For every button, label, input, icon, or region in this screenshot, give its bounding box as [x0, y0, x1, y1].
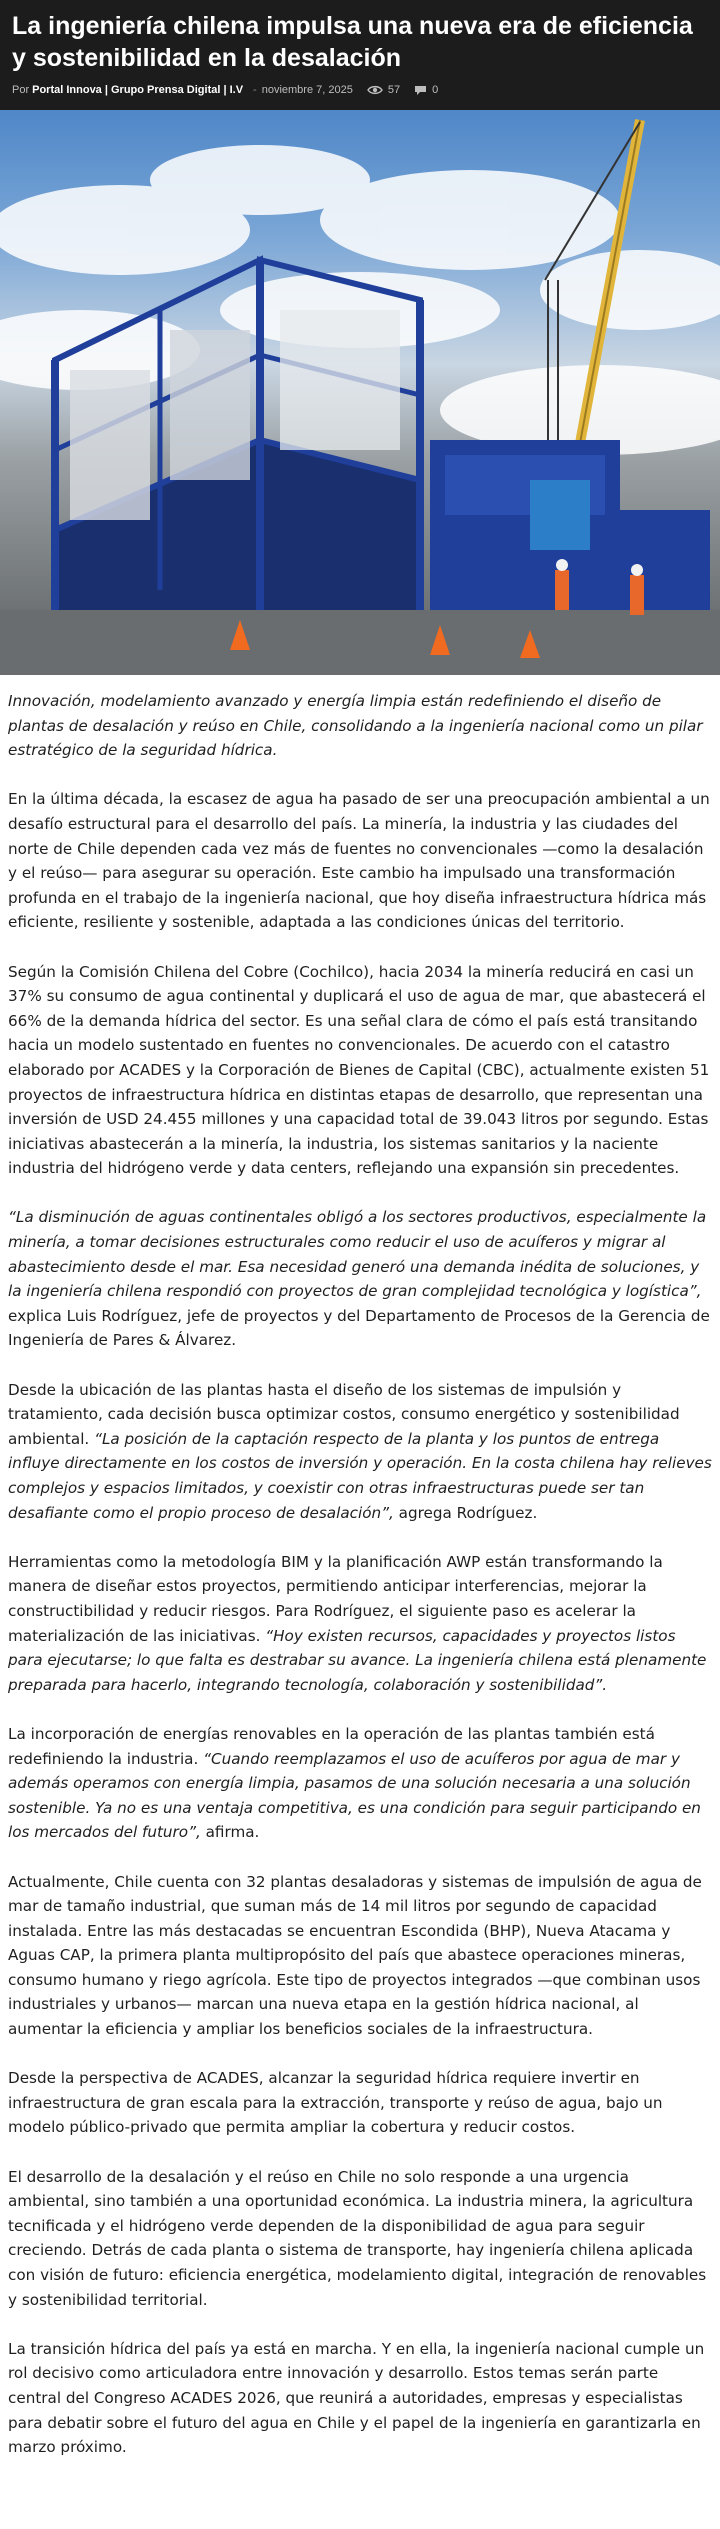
author-link[interactable]: Portal Innova | Grupo Prensa Digital | I.V [32, 84, 244, 96]
hero-image [0, 110, 720, 675]
paragraph-10: La transición hídrica del país ya está en marcha. Y en ella, la ingeniería nacional cumple un rol decisivo como articuladora entre innovación y desarrollo. Estos temas serán parte central del Congreso ACADES 2026, que reunirá a autoridades, empresas y especialistas para debatir sobre el futuro del agua en Chile y el papel de la ingeniería en garantizarla en marzo próximo. [8, 2339, 705, 2457]
paragraph-5-text: Herramientas como la metodología BIM y la planificación AWP están transformando la manera de diseñar estos proyectos, permitiendo anticipar interferencias, mejorar la constructibilidad y reducir riesgos. Para Rodríguez, el siguiente paso es acelerar la materialización de las iniciativas. [8, 1552, 663, 1645]
views-count [367, 84, 400, 96]
quote-2: “La posición de la captación respecto de la planta y los puntos de entrega influye directamente en los costos de inversión y operación. En la costa chilena hay relieves complejos y espacios limitados, y coexistir con otras infraestructuras puede ser tan desafiante como el propio proceso de desalación”, [8, 1429, 712, 1522]
paragraph-4 [8, 1378, 712, 1526]
quote-1: “La disminución de aguas continentales obligó a los sectores productivos, especialmente la minería, a tomar decisiones estructurales como reducir el uso de acuíferos y migrar al abastecimiento desde el mar. Esa necesidad generó una demanda inédita de soluciones, y la ingeniería chilena respondió con proyectos de gran complejidad tecnológica y logística”, [8, 1208, 707, 1301]
paragraph-2: Según la Comisión Chilena del Cobre (Cochilco), hacia 2034 la minería reducirá en casi un 37% su consumo de agua continental y duplicará el uso de agua de mar, que abastecerá el 66% de la demanda hídrica del sector. Es una señal clara de cómo el país está transitando hacia un modelo sustentado en fuentes no convencionales. De acuerdo con el catastro elaborado por ACADES y la Corporación de Bienes de Capital (CBC), actualmente existen 51 proyectos de infraestructura hídrica en distintas etapas de desarrollo, que representan una inversión de USD 24.455 millones y una capacidad total de 39.043 litros por segundo. Estas iniciativas abastecerán a la minería, la industria, los sistemas sanitarios y la naciente industria del hidrógeno verde y data centers, reflejando una expansión sin precedentes. [8, 962, 710, 1178]
article-header [0, 0, 720, 110]
article-lead: Innovación, modelamiento avanzado y energía limpia están redefiniendo el diseño de plantas de desalación y reúso en Chile, consolidando a la ingeniería nacional como un pilar estratégico de la seguridad hídrica. [8, 692, 703, 760]
paragraph-3-text: explica Luis Rodríguez, jefe de proyectos y del Departamento de Procesos de la Gerencia de Ingeniería de Pares & Álvarez. [8, 1306, 710, 1350]
article-title: La ingeniería chilena impulsa una nueva era de eficiencia y sostenibilidad en la desalación [12, 12, 693, 72]
quote-4: “Cuando reemplazamos el uso de acuíferos por agua de mar y además operamos con energía limpia, pasamos de una solución necesaria a una solución sostenible. Ya no es una ventaja competitiva, es una condición para seguir participando en los mercados del futuro”, [8, 1749, 701, 1842]
comments-count[interactable] [414, 84, 438, 96]
paragraph-4-rest: agrega Rodríguez. [393, 1503, 538, 1522]
ground [0, 610, 720, 675]
views-value: 57 [387, 84, 401, 96]
article-meta [12, 84, 708, 96]
meta-separator: - [253, 84, 257, 96]
comment-icon [414, 85, 427, 96]
paragraph-8: Desde la perspectiva de ACADES, alcanzar la seguridad hídrica requiere invertir en infraestructura de gran escala para la extracción, transporte y reúso de agua, bajo un modelo público-privado que permita ampliar la cobertura y reducir costos. [8, 2069, 663, 2137]
paragraph-4-text: Desde la ubicación de las plantas hasta el diseño de los sistemas de impulsión y tratamiento, cada decisión busca optimizar costos, consumo energético y sostenibilidad ambiental. [8, 1380, 680, 1448]
paragraph-7: Actualmente, Chile cuenta con 32 plantas desaladoras y sistemas de impulsión de agua de mar de tamaño industrial, que suman más de 14 mil litros por segundo de capacidad instalada. Entre las más destacadas se encuentran Escondida (BHP), Nueva Atacama y Aguas CAP, la primera planta multipropósito del país que abastece operaciones mineras, consumo humano y riego agrícola. Este tipo de proyectos integrados —que combinan usos industriales y urbanos— marcan una nueva etapa en la gestión hídrica nacional, al aumentar la eficiencia y ampliar los beneficios sociales de la infraestructura. [8, 1872, 702, 2039]
paragraph-5 [8, 1550, 712, 1698]
eye-icon [367, 85, 383, 95]
quote-3: “Hoy existen recursos, capacidades y proyectos listos para ejecutarse; lo que falta es destrabar su avance. La ingeniería chilena está plenamente preparada para hacerlo, integrando tecnología, colaboración y sostenibilidad”. [8, 1626, 707, 1694]
publish-date: noviembre 7, 2025 [261, 84, 353, 96]
byline-prefix: Por [12, 84, 30, 96]
paragraph-9: El desarrollo de la desalación y el reúso en Chile no solo responde a una urgencia ambiental, sino también a una oportunidad económica. La industria minera, la agricultura tecnificada y el hidrógeno verde dependen de la disponibilidad de agua para seguir creciendo. Detrás de cada planta o sistema de transporte, hay ingeniería chilena aplicada con visión de futuro: eficiencia energética, modelamiento digital, integración de renovables y sostenibilidad territorial. [8, 2167, 707, 2309]
desalination-plant-photo [0, 110, 720, 675]
paragraph-1: En la última década, la escasez de agua ha pasado de ser una preocupación ambiental a un desafío estructural para el desarrollo del país. La minería, la industria y las ciudades del norte de Chile dependen cada vez más de fuentes no convencionales —como la desalación y el reúso— para asegurar su operación. Este cambio ha impulsado una transformación profunda en el trabajo de la ingeniería nacional, que hoy diseña infraestructura hídrica más eficiente, resiliente y sostenible, adaptada a las condiciones únicas del territorio. [8, 790, 710, 932]
paragraph-6 [8, 1722, 712, 1845]
paragraph-6-rest: afirma. [200, 1823, 260, 1842]
article-body [0, 675, 720, 2480]
comments-value: 0 [432, 84, 439, 96]
secondary-structure [430, 440, 710, 620]
paragraph-3 [8, 1205, 712, 1353]
paragraph-6-text: La incorporación de energías renovables en la operación de las plantas también está redefiniendo la industria. [8, 1724, 655, 1768]
